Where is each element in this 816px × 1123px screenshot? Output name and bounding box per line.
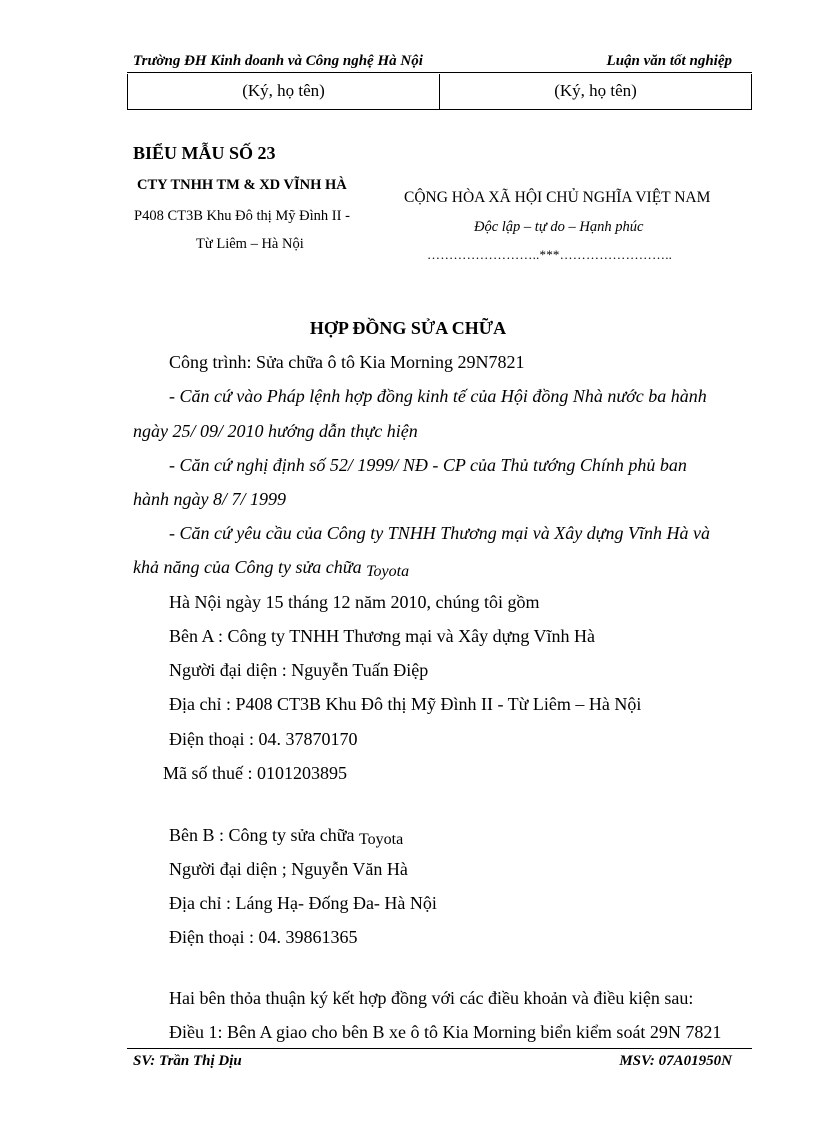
toyota-brand: Toyota [366,563,410,580]
party-a-phone: Điện thoại : 04. 37870170 [169,729,358,749]
article-1-line: Điều 1: Bên A giao cho bên B xe ô tô Kia Morning biển kiểm soát 29N 7821 [169,1022,722,1042]
nation-motto: Độc lập – tự do – Hạnh phúc [474,219,644,235]
party-b-representative: Người đại diện ; Nguyễn Văn Hà [169,859,408,879]
basis-2-line-2: hành ngày 8/ 7/ 1999 [133,489,286,509]
party-a-representative: Người đại diện : Nguyễn Tuấn Điệp [169,660,429,680]
running-header-thesis: Luận văn tốt nghiệp [606,53,732,69]
running-header-school: Trường ĐH Kinh doanh và Công nghệ Hà Nội [133,53,423,69]
basis-1-line-2: ngày 25/ 09/ 2010 hướng dẫn thực hiện [133,421,418,441]
basis-2-line-1: - Căn cứ nghị định số 52/ 1999/ NĐ - CP của Thủ tướng Chính phủ ban [169,455,687,475]
toyota-brand-b: Toyota [359,831,404,848]
party-b-phone: Điện thoại : 04. 39861365 [169,927,358,947]
party-a-line: Bên A : Công ty TNHH Thương mại và Xây dựng Vĩnh Hà [169,626,596,646]
document-title: HỢP ĐỒNG SỬA CHỮA [309,318,507,338]
header-rule [127,72,752,73]
party-b-address: Địa chỉ : Láng Hạ- Đống Đa- Hà Nội [169,893,437,913]
signature-cell-right: (Ký, họ tên) [439,74,751,109]
company-address-line1: P408 CT3B Khu Đô thị Mỹ Đình II - [134,208,350,224]
company-address-line2: Từ Liêm – Hà Nội [196,236,304,252]
footer-student: SV: Trần Thị Dịu [133,1053,242,1069]
footer-student-id: MSV: 07A01950N [619,1053,732,1069]
company-name: CTY TNHH TM & XD VĨNH HÀ [137,177,347,193]
agreement-line: Hai bên thỏa thuận ký kết hợp đồng với các điều khoản và điều kiện sau: [169,988,694,1008]
date-line: Hà Nội ngày 15 tháng 12 năm 2010, chúng tôi gồm [169,592,540,612]
party-b-line [169,825,403,846]
signature-cell-left: (Ký, họ tên) [242,81,325,100]
basis-1-line-1: - Căn cứ vào Pháp lệnh hợp đồng kinh tế của Hội đồng Nhà nước ba hành [169,386,707,406]
signature-table [127,74,752,110]
project-line: Công trình: Sửa chữa ô tô Kia Morning 29N7821 [169,352,525,372]
basis-3-line-1: - Căn cứ yêu cầu của Công ty TNHH Thương mại và Xây dựng Vĩnh Hà và [169,523,710,543]
footer-rule [127,1048,752,1049]
basis-3-text: khả năng của Công ty sửa chữa [133,557,367,577]
motto-decoration: ……………………..***…………………….. [427,247,673,262]
form-number: BIỂU MẪU SỐ 23 [133,143,276,163]
basis-3-line-2 [133,557,409,578]
party-b-text: Bên B : Công ty sửa chữa [169,825,359,845]
party-a-tax-code: Mã số thuế : 0101203895 [163,763,347,783]
nation-title: CỘNG HÒA XÃ HỘI CHỦ NGHĨA VIỆT NAM [404,189,711,206]
party-a-address: Địa chỉ : P408 CT3B Khu Đô thị Mỹ Đình II - Từ Liêm – Hà Nội [169,694,642,714]
